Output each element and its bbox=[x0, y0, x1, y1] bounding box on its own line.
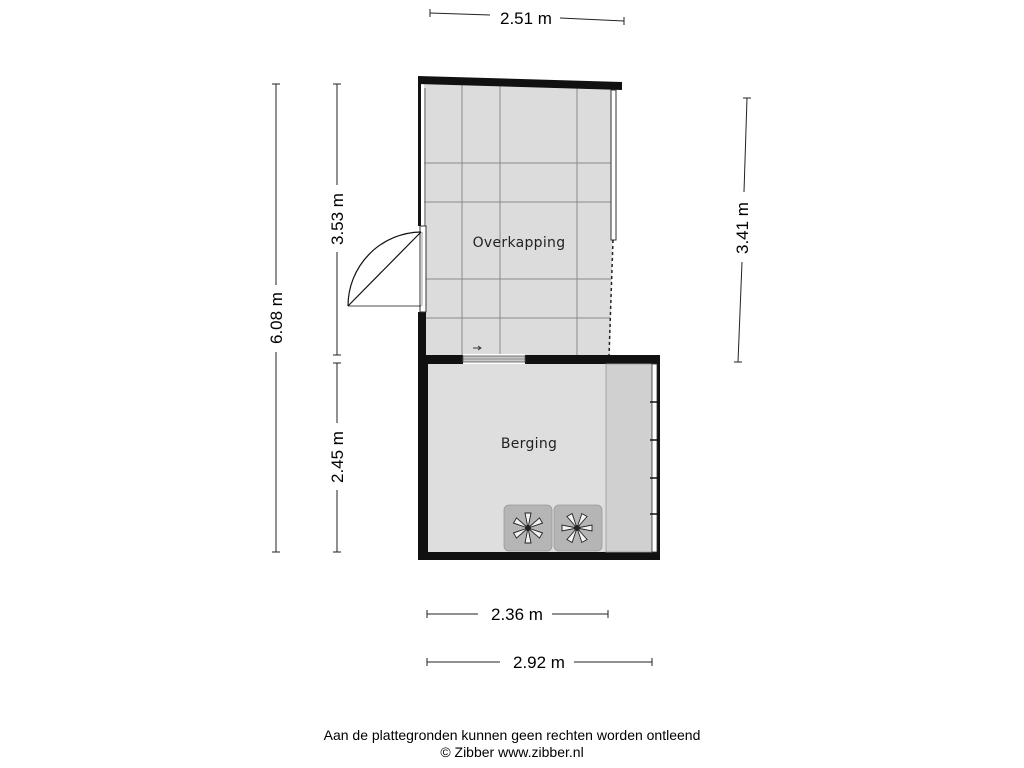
dimension-right-height: 3.41 m bbox=[733, 202, 752, 254]
dimension-left-total: 6.08 m bbox=[267, 292, 286, 344]
dimension-top-width: 2.51 m bbox=[500, 9, 552, 28]
dimension-bottom-outer: 2.92 m bbox=[513, 653, 565, 672]
room-label-storage: Berging bbox=[500, 436, 558, 452]
canopy-floor bbox=[424, 84, 616, 356]
canopy-left-post bbox=[418, 312, 426, 360]
footer-disclaimer: Aan de plattegronden kunnen geen rechten worden ontleend bbox=[323, 727, 701, 743]
storage-shelf-area bbox=[606, 364, 652, 552]
canopy-right-glass bbox=[611, 90, 616, 240]
room-label-canopy: Overkapping bbox=[472, 235, 566, 251]
footer-credit: © Zibber www.zibber.nl bbox=[440, 744, 584, 760]
dimension-bottom-inner: 2.36 m bbox=[491, 605, 543, 624]
canopy-left-wall bbox=[418, 84, 421, 226]
dimension-left-upper: 3.53 m bbox=[328, 193, 347, 245]
dimension-left-lower: 2.45 m bbox=[328, 431, 347, 483]
canopy-door bbox=[348, 226, 426, 312]
